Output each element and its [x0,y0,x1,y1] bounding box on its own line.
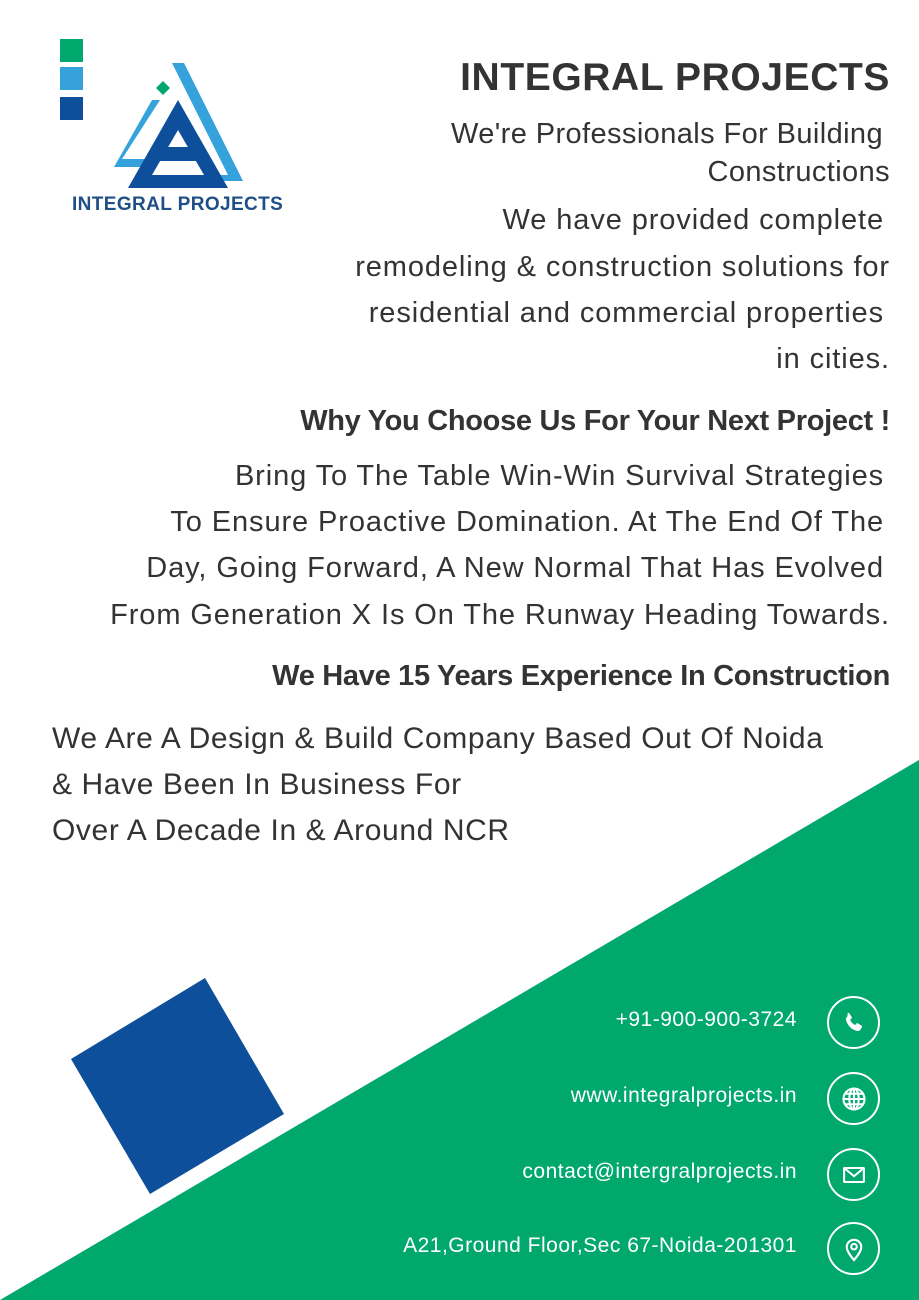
phone-text[interactable]: +91-900-900-3724 [615,1008,797,1031]
phone-icon[interactable] [827,996,880,1049]
intro-line-2: remodeling & construction solutions for [355,251,890,283]
why-choose-line-3: Day, Going Forward, A New Normal That Has Evolved [146,552,884,584]
logo-text: INTEGRAL PROJECTS [72,194,284,215]
why-choose-line-2: To Ensure Proactive Domination. At The End Of The [170,506,884,538]
intro-line-1: We have provided complete [502,204,884,236]
logo-triangle-icon [100,55,260,195]
logo-square-green [60,39,83,62]
logo-square-dark-blue [60,97,83,120]
logo-square-light-blue [60,67,83,90]
experience-line-3: Over A Decade In & Around NCR [52,814,510,847]
email-text[interactable]: contact@intergralprojects.in [522,1160,797,1183]
experience-heading: We Have 15 Years Experience In Construction [272,660,890,692]
intro-line-4: in cities. [776,343,890,375]
tagline-line-2: Constructions [707,156,890,188]
website-text[interactable]: www.integralprojects.in [570,1084,797,1107]
mail-icon[interactable] [827,1148,880,1201]
experience-line-2: & Have Been In Business For [52,768,462,801]
why-choose-line-1: Bring To The Table Win-Win Survival Strategies [234,460,884,492]
address-text[interactable]: A21,Ground Floor,Sec 67-Noida-201301 [403,1234,797,1257]
location-pin-icon[interactable] [827,1222,880,1275]
experience-line-1: We Are A Design & Build Company Based Out Of Noida [52,722,824,755]
globe-icon[interactable] [827,1072,880,1125]
tagline-line-1: We're Professionals For Building [450,118,883,150]
why-choose-line-4: From Generation X Is On The Runway Heading Towards. [110,599,890,631]
why-choose-heading: Why You Choose Us For Your Next Project ! [300,405,890,437]
page-title: INTEGRAL PROJECTS [460,56,890,99]
intro-line-3: residential and commercial properties [368,297,884,329]
